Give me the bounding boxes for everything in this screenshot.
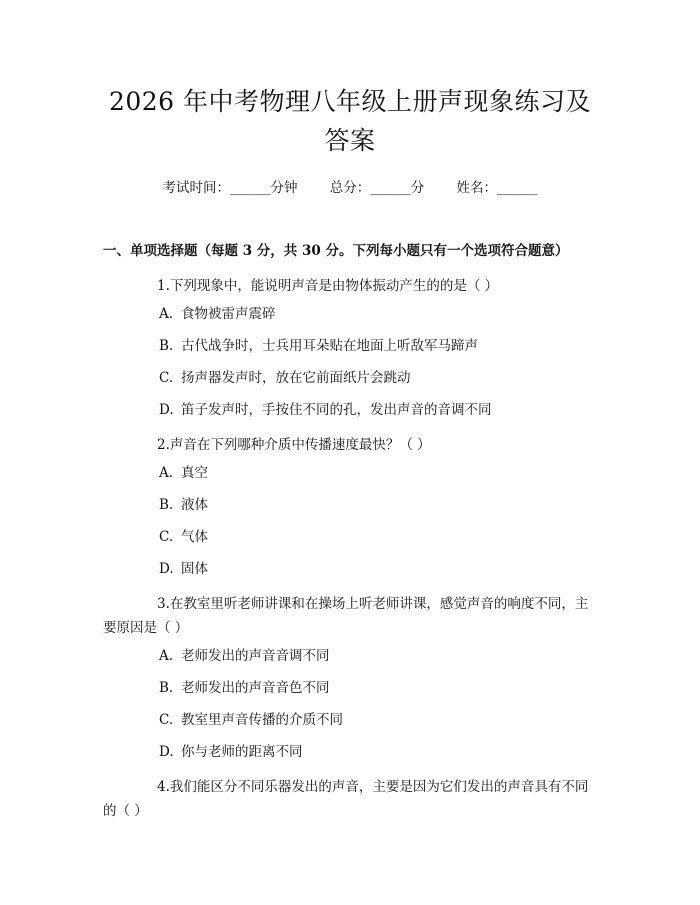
question-stem: [103, 274, 597, 298]
option-text: 气体: [181, 529, 208, 545]
question-number: 3.: [157, 596, 170, 612]
exam-time-field: 考试时间：______分钟: [162, 180, 298, 196]
option-text: 你与老师的距离不同: [181, 744, 303, 760]
answer-option: [103, 336, 597, 356]
option-text: 老师发出的声音音调不同: [181, 648, 330, 664]
option-letter: D.: [159, 744, 174, 760]
option-letter: D.: [159, 402, 174, 418]
question-item: [103, 775, 597, 823]
answer-option: [103, 463, 597, 483]
option-letter: A.: [159, 306, 174, 322]
option-text: 液体: [181, 497, 208, 513]
option-text: 真空: [181, 465, 208, 481]
question-number: 1.: [157, 278, 170, 294]
document-title: 2026 年中考物理八年级上册声现象练习及答案: [108, 87, 592, 155]
option-text: 笛子发声时，手按住不同的孔，发出声音的音调不同: [181, 402, 492, 418]
question-stem: [103, 592, 597, 640]
question-item: [103, 274, 597, 420]
option-list: [103, 646, 597, 762]
option-text: 教室里声音传播的介质不同: [181, 712, 343, 728]
answer-option: [103, 368, 597, 388]
answer-option: [103, 710, 597, 730]
option-text: 古代战争时，士兵用耳朵贴在地面上听敌军马蹄声: [181, 338, 478, 354]
question-number: 4.: [157, 779, 170, 795]
option-list: [103, 304, 597, 420]
option-letter: B.: [159, 680, 174, 696]
option-letter: C.: [159, 712, 174, 728]
option-letter: B.: [159, 497, 174, 513]
option-text: 固体: [181, 561, 208, 577]
question-stem: [103, 433, 597, 457]
option-text: 扬声器发声时，放在它前面纸片会跳动: [181, 370, 411, 386]
answer-option: [103, 400, 597, 420]
question-text: 声音在下列哪种介质中传播速度最快？（ ）: [169, 437, 431, 453]
question-text: 在教室里听老师讲课和在操场上听老师讲课，感觉声音的响度不同，主要原因是（ ）: [103, 596, 589, 636]
name-field: 姓名：______: [456, 180, 538, 196]
answer-option: [103, 304, 597, 324]
question-item: [103, 433, 597, 579]
question-stem: [103, 775, 597, 823]
option-letter: D.: [159, 561, 174, 577]
answer-option: [103, 646, 597, 666]
option-text: 食物被雷声震碎: [181, 306, 276, 322]
answer-option: [103, 678, 597, 698]
option-letter: A.: [159, 465, 174, 481]
total-score-field: 总分：______分: [329, 180, 425, 196]
exam-info-line: [103, 178, 597, 198]
question-list: [103, 274, 597, 823]
answer-option: [103, 559, 597, 579]
option-list: [103, 463, 597, 579]
question-text: 下列现象中，能说明声音是由物体振动产生的的是（ ）: [169, 278, 499, 294]
section-title: 一、单项选择题（每题 3 分，共 30 分。下列每小题只有一个选项符合题意）: [103, 243, 569, 259]
answer-option: [103, 742, 597, 762]
question-number: 2.: [157, 437, 170, 453]
option-text: 老师发出的声音音色不同: [181, 680, 330, 696]
answer-option: [103, 495, 597, 515]
option-letter: C.: [159, 370, 174, 386]
option-letter: C.: [159, 529, 174, 545]
question-item: [103, 592, 597, 762]
answer-option: [103, 527, 597, 547]
option-letter: A.: [159, 648, 174, 664]
question-text: 我们能区分不同乐器发出的声音，主要是因为它们发出的声音具有不同的（ ）: [103, 779, 589, 819]
option-letter: B.: [159, 338, 174, 354]
